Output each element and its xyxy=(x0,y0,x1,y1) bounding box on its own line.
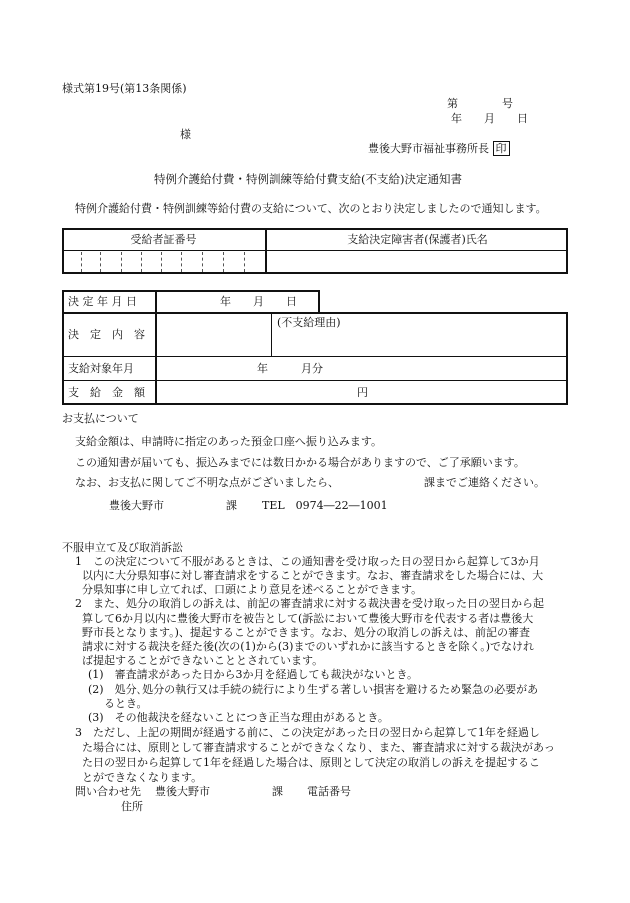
payment-line-2: この通知書が届いても、振込みまでには数日かかる場合がありますので、ご了承願います。 xyxy=(75,456,525,469)
appeal-sub-1: (1) 審査請求があった日から3か月を経過しても裁決がないとき。 xyxy=(88,668,419,681)
appeal-p2-line: 請求に対する裁決を経た後(次の(1)から(3)までのいずれかに該当するときを除く。)でなけれ xyxy=(82,640,535,653)
inquiry-phone-label: 電話番号 xyxy=(307,785,351,798)
digit-divider xyxy=(81,252,82,272)
intro-text: 特例介護給付費・特例訓練等給付費の支給について、次のとおり決定しましたので通知します。 xyxy=(75,202,547,215)
addressee-suffix: 様 xyxy=(180,128,191,141)
payment-line-3: なお、お支払に関してご不明な点がございましたら、 xyxy=(75,476,339,489)
document-date: 年 月 日 xyxy=(451,112,528,125)
seal-mark: 印 xyxy=(493,141,510,156)
inquiry-department: 課 xyxy=(272,785,283,798)
recipient-name-header: 支給決定障害者(保護者)氏名 xyxy=(347,233,488,246)
contact-department: 課 xyxy=(226,499,237,512)
digit-divider xyxy=(161,252,162,272)
digit-divider xyxy=(244,252,245,272)
appeal-p3-line: とができなくなります。 xyxy=(82,771,203,784)
appeal-p1-line: 1 この決定について不服があるときは、この通知書を受け取った日の翌日から起算して3か月 xyxy=(75,555,540,568)
digit-divider xyxy=(181,252,182,272)
form-number: 様式第19号(第13条関係) xyxy=(62,82,187,95)
digit-divider xyxy=(141,252,142,272)
inquiry-address-label: 住所 xyxy=(121,800,143,813)
recipient-table-divider xyxy=(62,250,568,251)
decision-table-row-line xyxy=(62,380,568,381)
payment-amount-label: 支 給 金 額 xyxy=(68,386,145,399)
appeal-sub-2-line: るとき。 xyxy=(104,697,148,710)
digit-divider xyxy=(100,252,101,272)
payment-line-1: 支給金額は、申請時に指定のあった預金口座へ振り込みます。 xyxy=(75,435,383,448)
digit-divider xyxy=(202,252,203,272)
appeal-p3-line: た場合には、原則として審査請求することができなくなり、また、審査請求に対する裁決があっ xyxy=(82,741,555,754)
inquiry-city: 豊後大野市 xyxy=(155,785,210,798)
non-payment-reason-label: (不支給理由) xyxy=(277,316,341,329)
payment-amount-unit: 円 xyxy=(357,386,368,399)
certificate-number-header: 受給者証番号 xyxy=(130,233,197,246)
decision-date-label: 決 定 年 月 日 xyxy=(68,295,137,308)
appeal-p1-line: 以内に大分県知事に対し審査請求をすることができます。なお、審査請求をした場合には、大 xyxy=(82,569,544,582)
reason-column-line xyxy=(271,312,272,357)
issuer xyxy=(368,142,510,156)
digit-divider xyxy=(121,252,122,272)
appeal-p3-line: 3 ただし、上記の期間が経過する前に、この決定があった日の翌日から起算して1年を経過し xyxy=(75,726,540,739)
payment-heading: お支払について xyxy=(62,412,139,425)
decision-date-value: 年 月 日 xyxy=(220,295,297,308)
document-title: 特例介護給付費・特例訓練等給付費支給(不支給)決定通知書 xyxy=(154,172,462,186)
appeal-p2-line: 算して6か月以内に豊後大野市を被告として(訴訟において豊後大野市を代表する者は豊後大 xyxy=(82,612,534,625)
appeal-p2-line: 野市長となります。)、提起することができます。なお、処分の取消しの訴えは、前記の審査 xyxy=(82,626,531,639)
issuer-name: 豊後大野市福祉事務所長 xyxy=(368,142,489,155)
decision-content-label: 決 定 内 容 xyxy=(68,328,145,341)
appeal-p3-line: た日の翌日から起算して1年を経過した場合は、原則として決定の取消しの訴えを提起するこ xyxy=(82,756,540,769)
payment-period-label: 支給対象年月 xyxy=(68,362,134,375)
contact-phone: TEL 0974―22―1001 xyxy=(262,499,388,512)
appeal-sub-3: (3) その他裁決を経ないことにつき正当な理由があるとき。 xyxy=(88,711,389,724)
appeal-heading: 不服申立て及び取消訴訟 xyxy=(62,541,183,554)
decision-table-row-line xyxy=(62,356,568,357)
payment-period-value: 年 月分 xyxy=(257,362,323,375)
appeal-sub-2-line: (2) 処分､処分の執行又は手続の続行により生ずる著しい損害を避けるため緊急の必要があ xyxy=(88,683,539,696)
decision-table-label-column xyxy=(155,290,157,405)
appeal-p2-line: ば提起することができないこととされています。 xyxy=(82,654,324,667)
document-number: 第 号 xyxy=(447,97,513,110)
digit-divider xyxy=(223,252,224,272)
contact-city: 豊後大野市 xyxy=(109,499,164,512)
inquiry-label: 問い合わせ先 xyxy=(75,785,141,798)
appeal-p1-line: 分県知事に申し立てれば、口頭により意見を述べることができます。 xyxy=(82,583,423,596)
payment-line-3-end: 課までご連絡ください。 xyxy=(424,476,545,489)
appeal-p2-line: 2 また、処分の取消しの訴えは、前記の審査請求に対する裁決書を受け取った日の翌日から起 xyxy=(75,597,544,610)
